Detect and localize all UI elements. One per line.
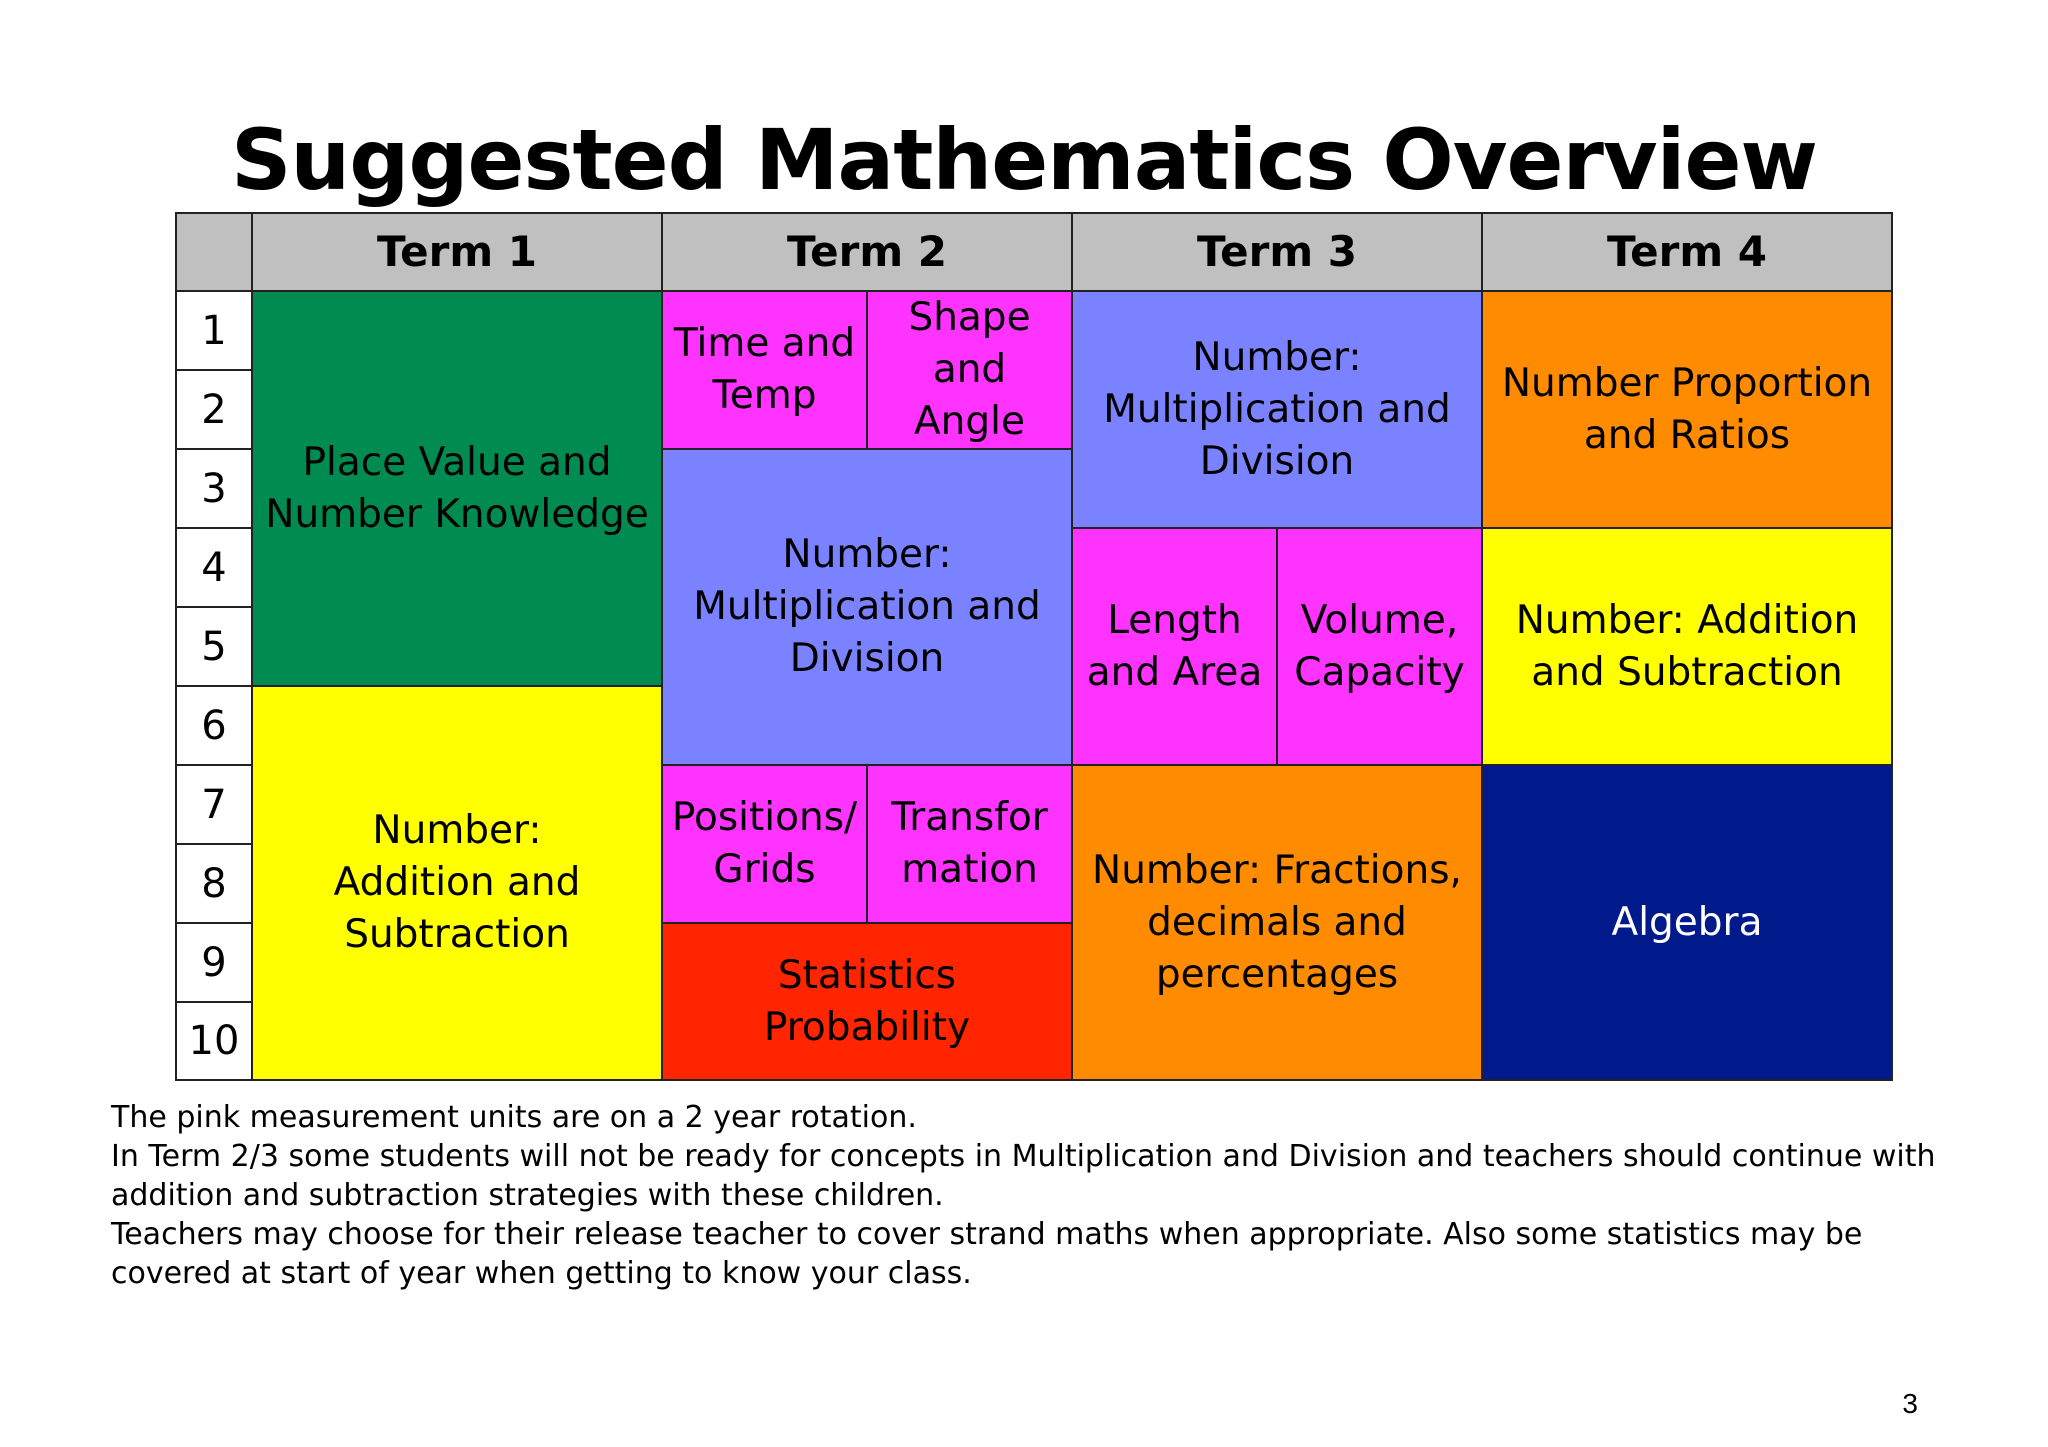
page-number: 3 [1902,1388,1918,1419]
unit-t4-addition-subtraction [1481,527,1893,766]
unit-algebra-label: Algebra [1611,899,1763,945]
unit-place-value [251,290,663,687]
notes [111,1098,1961,1293]
unit-t3-multiplication-division [1071,290,1483,529]
row-number-5: 5 [175,606,253,687]
unit-t2-multiplication-division-label: Number: Multiplication and Division [693,532,1041,681]
note-term-2-3: In Term 2/3 some students will not be ready for concepts in Multiplication and Division and teachers should continue with addition and subtraction strategies with these children. [111,1139,1936,1213]
row-number-1: 1 [175,290,253,371]
unit-place-value-label: Place Value and Number Knowledge [265,439,649,537]
row-number-2: 2 [175,369,253,450]
unit-time-temp-label: Time and Temp [673,321,856,418]
row-number-3: 3 [175,448,253,529]
unit-length-area [1071,527,1278,766]
unit-positions-grids [661,764,868,924]
unit-time-temp [661,290,868,450]
header-term-4: Term 4 [1481,212,1893,292]
row-number-8: 8 [175,843,253,924]
unit-t2-multiplication-division [661,448,1073,766]
unit-t1-addition-subtraction-label: Number: Addition and Subtraction [333,808,581,957]
unit-shape-angle-label: Shape and Angle [908,295,1031,444]
unit-proportion-ratios [1481,290,1893,529]
unit-statistics-probability-label: Statistics Probability [763,952,971,1050]
unit-proportion-ratios-label: Number Proportion and Ratios [1501,360,1873,458]
row-number-4: 4 [175,527,253,608]
note-rotation: The pink measurement units are on a 2 year rotation. [111,1100,917,1135]
unit-t4-addition-subtraction-label: Number: Addition and Subtraction [1515,597,1859,695]
unit-positions-grids-label: Positions/ Grids [671,795,858,892]
note-release-teacher: Teachers may choose for their release teacher to cover strand maths when appropriate. Also some statistics may be covered at start of year when getting to know your class. [111,1217,1863,1291]
unit-transformation [866,764,1073,924]
unit-fractions-decimals-label: Number: Fractions, decimals and percentages [1092,847,1462,997]
unit-algebra [1481,764,1893,1081]
unit-transformation-label: Transfor mation [891,795,1048,892]
header-term-3: Term 3 [1071,212,1483,292]
header-corner [175,212,253,292]
page-title: Suggested Mathematics Overview [230,111,1818,209]
unit-fractions-decimals [1071,764,1483,1081]
unit-volume-capacity [1276,527,1483,766]
header-term-1: Term 1 [251,212,663,292]
header-term-2: Term 2 [661,212,1073,292]
unit-volume-capacity-label: Volume, Capacity [1294,597,1465,695]
row-number-10: 10 [175,1001,253,1081]
unit-length-area-label: Length and Area [1086,597,1263,695]
unit-t3-multiplication-division-label: Number: Multiplication and Division [1103,334,1451,484]
unit-shape-angle [866,290,1073,450]
row-number-7: 7 [175,764,253,845]
unit-statistics-probability [661,922,1073,1081]
row-number-9: 9 [175,922,253,1003]
row-number-6: 6 [175,685,253,766]
unit-t1-addition-subtraction [251,685,663,1081]
